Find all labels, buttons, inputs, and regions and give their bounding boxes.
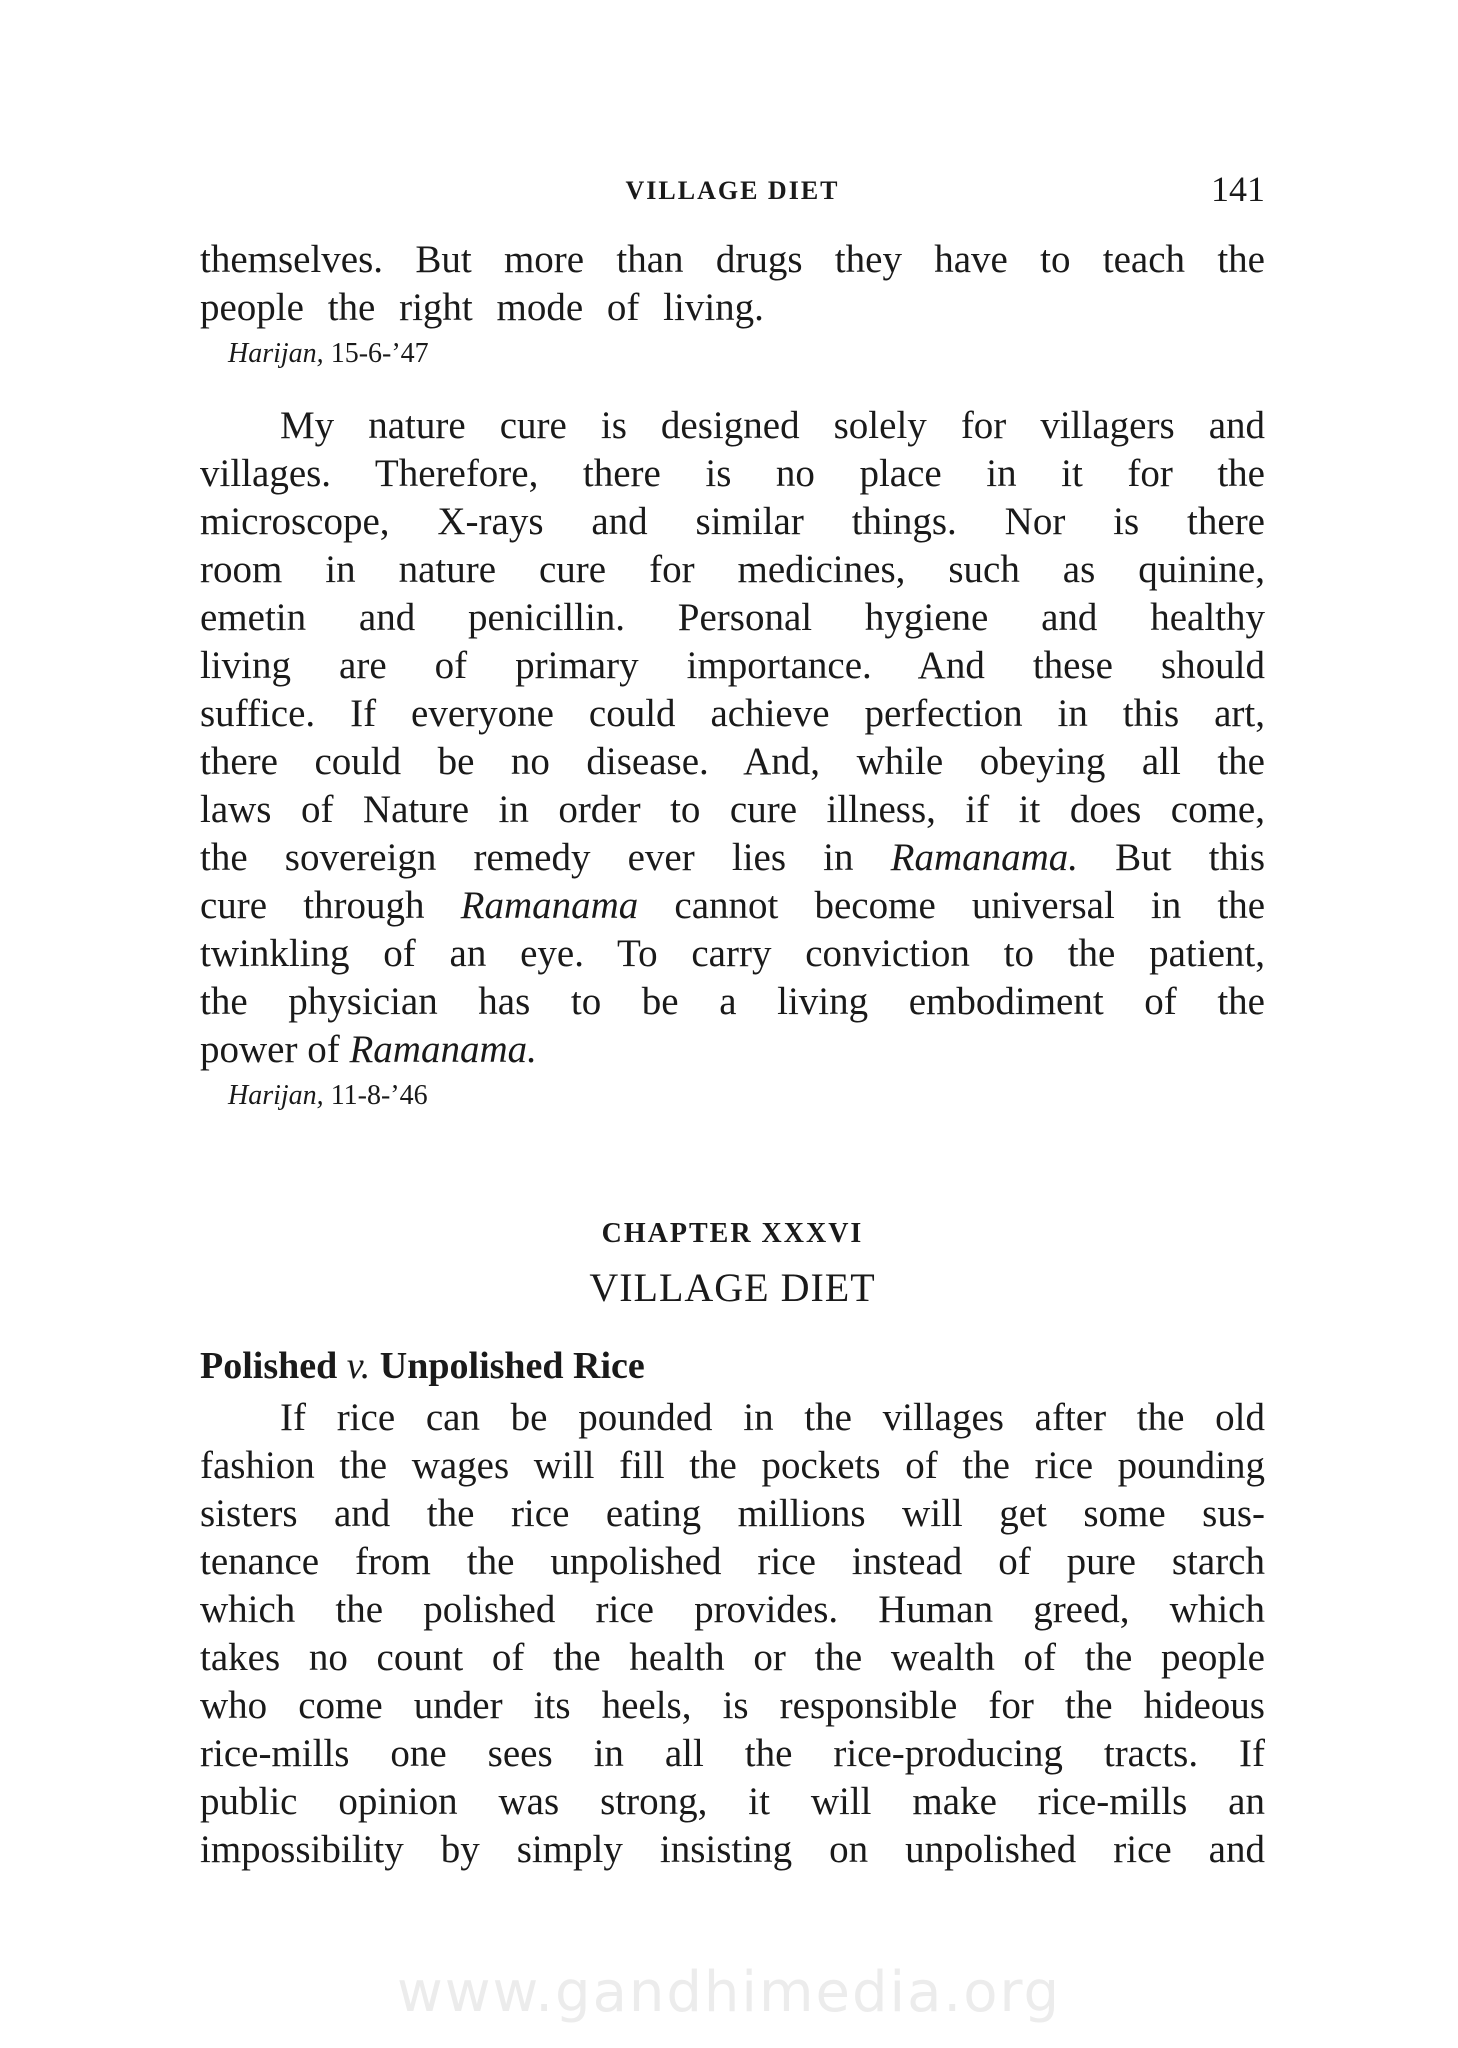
text-line: rice-mills one sees in all the rice-producing tracts. If <box>200 1732 1265 1775</box>
text-line: who come under its heels, is responsible for the hideous <box>200 1684 1265 1727</box>
text-line: impossibility by simply insisting on unpolished rice and <box>200 1828 1265 1871</box>
text-segment: cannot become universal in the <box>674 884 1265 927</box>
text-line: suffice. If everyone could achieve perfection in this art, <box>200 692 1265 735</box>
watermark: www.gandhimedia.org <box>396 1960 1062 2025</box>
text-line: microscope, X-rays and similar things. Nor is there <box>200 500 1265 543</box>
text-line: My nature cure is designed solely for villagers and <box>280 404 1265 447</box>
chapter-title: VILLAGE DIET <box>589 1265 876 1310</box>
source-citation <box>228 336 1265 372</box>
text-line: room in nature cure for medicines, such as quinine, <box>200 548 1265 591</box>
running-title: VILLAGE DIET <box>625 176 840 205</box>
continuation-paragraph <box>200 236 1265 372</box>
italic-term: Ramanama <box>460 884 639 927</box>
text-line: fashion the wages will fill the pockets of the rice pounding <box>200 1444 1265 1487</box>
text-line: emetin and penicillin. Personal hygiene and healthy <box>200 596 1265 639</box>
nature-cure-paragraph <box>200 402 1265 1114</box>
text-line: If rice can be pounded in the villages after the old <box>280 1396 1265 1439</box>
text-line <box>200 1026 1265 1074</box>
section-heading <box>200 1344 1265 1388</box>
text-segment: cure through <box>200 884 425 927</box>
source-date: 15-6-’47 <box>330 338 429 369</box>
text-line: takes no count of the health or the wealth of the people <box>200 1636 1265 1679</box>
source-name: Harijan, <box>228 338 324 369</box>
chapter-number: CHAPTER XXXVI <box>601 1218 864 1249</box>
text-line: villages. Therefore, there is no place in it for the <box>200 452 1265 495</box>
text-line: tenance from the unpolished rice instead of pure starch <box>200 1540 1265 1583</box>
running-head <box>200 168 1265 212</box>
text-line: people the right mode of living. <box>200 286 764 329</box>
page-number: 141 <box>1211 169 1265 209</box>
italic-term: Ramanama. <box>349 1028 537 1071</box>
text-line: which the polished rice provides. Human greed, which <box>200 1588 1265 1631</box>
text-line <box>200 882 1265 930</box>
text-line: the physician has to be a living embodiment of the <box>200 980 1265 1023</box>
section-polished-rice <box>200 1322 1265 1874</box>
source-name: Harijan, <box>228 1080 324 1111</box>
heading-segment: v. <box>346 1345 371 1387</box>
text-segment: power of <box>200 1028 340 1071</box>
source-citation <box>228 1078 1265 1114</box>
text-line: twinkling of an eye. To carry conviction to the patient, <box>200 932 1265 975</box>
text-line <box>200 834 1265 882</box>
text-line: living are of primary importance. And these should <box>200 644 1265 687</box>
text-segment: But this <box>1115 836 1266 879</box>
heading-segment: Polished <box>200 1345 338 1387</box>
italic-term: Ramanama. <box>890 836 1079 879</box>
text-line: there could be no disease. And, while obeying all the <box>200 740 1265 783</box>
source-date: 11-8-’46 <box>330 1080 428 1111</box>
heading-segment: Unpolished Rice <box>379 1345 645 1387</box>
text-line: laws of Nature in order to cure illness, if it does come, <box>200 788 1265 831</box>
text-segment: the sovereign remedy ever lies in <box>200 836 854 879</box>
text-line: sisters and the rice eating millions will get some sus- <box>200 1492 1265 1535</box>
text-line: public opinion was strong, it will make rice-mills an <box>200 1780 1265 1823</box>
chapter-heading <box>200 1218 1265 1311</box>
text-line: themselves. But more than drugs they have to teach the <box>200 238 1265 281</box>
